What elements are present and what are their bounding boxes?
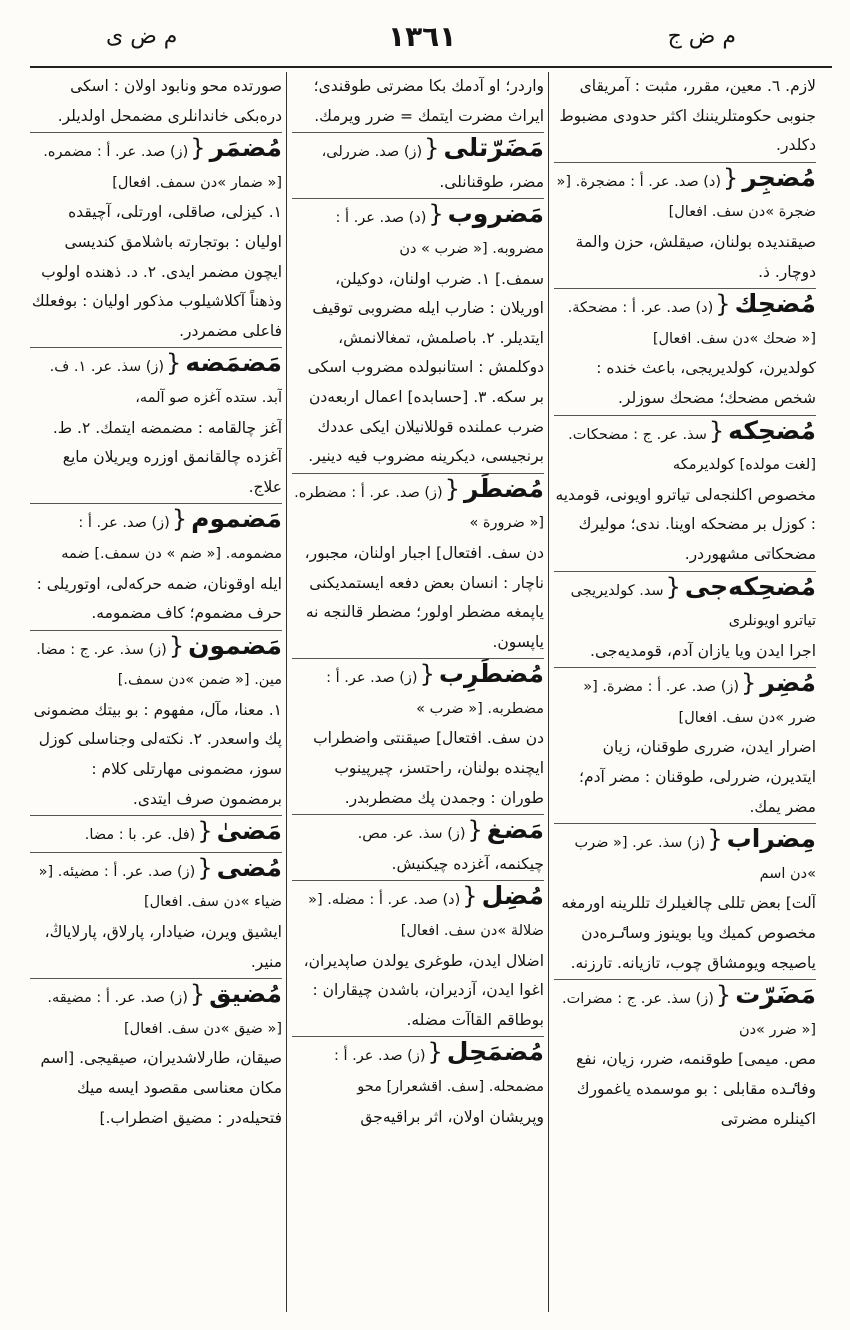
entry-headword: مَضغ	[486, 815, 544, 845]
brace-mark: {	[419, 660, 435, 689]
entry-definition: سمف.] ١. ضرب اولنان، دوكيلن، اوريلان : ضارب ايله مضروبى توقيف ايتديلر. ٢. باصلمش، تمغالانمش، دوكلمش : استانبولده مضروب اسكى بر سكه. ٣. [حسابده] اعمال اربعه‌دن ضرب عملنده قوللانيلان ايكى عددك برنجيسى، ديكرينه مضروب فيه دينير.	[307, 269, 544, 466]
dictionary-entry	[554, 980, 816, 1135]
entry-grammar: (ز) سذ. عر. مص.	[357, 826, 466, 843]
entry-definition: دن سف. افتعال] صيقنتى واضطراب ايچنده بولنان، راحتسز، چيرپينوب طوران : وجمدن پك مضطربدر.	[313, 729, 544, 807]
entry-grammar: (د) صد. عر. أ : مضله. [« ضلالة »دن سف. افعال]	[308, 892, 544, 940]
dictionary-entry	[30, 631, 282, 817]
entry-grammar: (ز) سذ. عر. ١. ف. آبد. ستده آغزه صو آلمه،	[49, 359, 282, 406]
brace-mark: {	[715, 981, 732, 1010]
entry-definition: ايشيق ويرن، ضيادار، پارلاق، پارلاياڭ، منير.	[44, 923, 282, 971]
column-divider	[286, 72, 287, 1312]
dictionary-entry	[292, 815, 544, 881]
entry-grammar: (ز) صد. عر. أ : مضرة. [« ضرر »دن سف. افعال]	[583, 679, 816, 726]
dictionary-entry	[554, 289, 816, 415]
brace-mark: {	[708, 416, 725, 445]
entry-grammar: (فل. عر. با : مضا.	[84, 827, 196, 844]
entry-grammar: (ز) صد. عر. أ : مضيئه. [« ضياء »دن سف. افعال]	[38, 863, 282, 911]
entry-headword: مَضَرّتلى	[443, 133, 544, 163]
entry-headword: مَضَرّت	[735, 980, 816, 1010]
entry-headword: مَضمون	[188, 630, 282, 660]
entry-grammar: (ز) صد. عر. أ : مضطربه. [« ضرب »	[326, 670, 544, 717]
entry-headword: مُضجِر	[742, 162, 816, 192]
header-rule	[30, 66, 832, 68]
dictionary-entry	[292, 133, 544, 199]
entry-grammar: (ز) سذ. عر. [« ضرب »دن اسم	[574, 835, 816, 882]
entry-grammar: (ز) صد. عر. أ : مضمره. [« ضمار »دن سمف. افعال]	[43, 144, 282, 191]
entry-definition: چيكنمه، آغزده چيكنيش.	[391, 854, 544, 873]
column-divider	[548, 72, 549, 1312]
brace-mark: {	[189, 980, 206, 1009]
entry-definition: آغز چالقامه : مضمضه ايتمك. ٢. ط. آغزده چالقانمق اوزره ويريلان مايع علاج.	[52, 418, 282, 496]
dictionary-entry	[554, 824, 816, 980]
column-left	[30, 72, 282, 1312]
dictionary-entry	[30, 816, 282, 853]
entry-headword: مَضموم	[191, 504, 282, 534]
entry-headword: مُضحِكه	[728, 415, 816, 445]
column-lead-text: واردر؛ او آدمك بكا مضرتى طوقندى؛ ايراث مضرت ايتمك = ضرر ويرمك.	[292, 72, 544, 133]
entry-definition: اضلال ايدن، طوغرى يولدن صاپديران، اغوا ايدن، آزديران، باشدن چيقاران : بوطاقم القاآت مضله.	[303, 951, 544, 1029]
entry-headword: مِضراب	[726, 824, 816, 854]
entry-grammar: سذ. عر. ج : مضحكات. [لغت مولده] كولديرمكه	[568, 426, 816, 474]
brace-mark: {	[723, 163, 739, 192]
dictionary-entry	[292, 659, 544, 815]
entry-grammar: (ز) صد. عر. أ : مضمحله. [سف. اقشعرار] محو	[334, 1048, 544, 1095]
entry-definition: ايله اوقونان، ضمه حركه‌لى، اوتوريلى : حرف مضموم؛ كاف مضمومه.	[36, 574, 282, 623]
entry-grammar: (ز) صد. عر. أ : مضيقه. [« ضيق »دن سف. افعال]	[47, 990, 282, 1037]
brace-mark: {	[715, 290, 731, 319]
column-lead-text: صورتده محو ونابود اولان : اسكى دره‌بكى خاندانلرى مضمحل اولديلر.	[30, 72, 282, 133]
dictionary-entry	[30, 133, 282, 348]
entry-definition: مص. ميمى] طوقنمه، ضرر، زيان، نفع وفاٸده مقابلى : بو موسمده ياغمورك اكينلره مضرتى	[576, 1050, 816, 1128]
column-lead-text: لازم. ٦. معين، مقرر، مثبت : آمريقاى جنوبى حكومتلريننك اكثر حدودى مضبوط دكلدر.	[554, 72, 816, 163]
dictionary-entry	[554, 668, 816, 824]
dictionary-entry	[292, 881, 544, 1037]
entry-headword: مُضحِك	[734, 289, 816, 319]
brace-mark: {	[171, 505, 188, 534]
brace-mark: {	[428, 200, 444, 229]
entry-headword: مَضىٰ	[216, 816, 282, 846]
brace-mark: {	[444, 474, 460, 503]
header-right-guide: م ض ج	[667, 24, 736, 49]
entry-definition: دن سف. افتعال] اجبار اولنان، مجبور، ناچار : انسان بعض دفعه ايستمديكنى ياپمغه مضطر اولور؛ مضطر قالنجه نه ياپسون.	[304, 543, 544, 651]
entry-headword: مُضيق	[209, 979, 282, 1009]
dictionary-entry	[554, 163, 816, 289]
entry-headword: مُضحِكه‌جى	[684, 571, 816, 601]
entry-definition: اجرا ايدن ويا يازان آدم، قومديه‌جى.	[590, 641, 816, 660]
column-middle	[292, 72, 544, 1312]
entry-headword: مُضِر	[760, 668, 816, 698]
dictionary-entry	[30, 853, 282, 979]
column-right	[554, 72, 816, 1312]
entry-grammar: (ز) صد. ضررلى،	[321, 144, 423, 161]
dictionary-entry	[30, 979, 282, 1134]
entry-headword: مُضمَحِل	[446, 1037, 544, 1067]
entry-definition: ١. كيزلى، صاقلى، اورتلى، آچيقده اوليان : بوتجارته باشلامق كنديسى ايچون مضمر ايدى. ٢. د. ذهنده اولوب وذهناً آكلاشيلوب مذكور اوليان : بوفعلك فاعلى مضمردر.	[31, 203, 282, 340]
dictionary-entry	[292, 474, 544, 660]
brace-mark: {	[741, 669, 757, 698]
entry-grammar: سد. كولديريجى تياترو اويونلرى	[570, 582, 816, 630]
entry-grammar: (د) صد. عر. أ : مضجرة. [« ضجرة »دن سف. افعال]	[556, 173, 816, 221]
brace-mark: {	[190, 134, 206, 163]
brace-mark: {	[166, 349, 182, 378]
entry-headword: مَضروب	[447, 199, 544, 229]
dictionary-entry	[30, 504, 282, 630]
entry-headword: مَضمَضه	[185, 348, 282, 378]
entry-definition: صيقنديده بولنان، صيقلش، حزن والمة دوچار. ذ.	[575, 232, 816, 281]
dictionary-entry	[554, 572, 816, 669]
brace-mark: {	[427, 1038, 443, 1067]
brace-mark: {	[467, 816, 483, 845]
entry-headword: مُضِل	[481, 881, 544, 911]
brace-mark: {	[168, 631, 185, 660]
brace-mark: {	[707, 825, 723, 854]
brace-mark: {	[424, 134, 440, 163]
entry-definition: صيقان، طارلاشديران، صيقيجى. [اسم مكان معناسى مقصود ايسه ميك فتحيله‌در : مضيق اضطراب.]	[40, 1049, 282, 1127]
page-number: ١٣٦١	[388, 20, 457, 53]
entry-definition: آلت] بعض تللى چالغيلرك تللرينه اورمغه مخصوص كميك ويا بوينوز وساٸره‌دن ياصيجه ويومشاق چوب، تازيانه. تارزنه.	[561, 894, 816, 972]
entry-grammar: (ز) صد. عر. أ : مضمومه. [« ضم » دن سمف.] ضمه	[61, 515, 282, 562]
entry-grammar: (ز) سذ. عر. ج : مضا. مين. [« ضمن »دن سمف.]	[36, 641, 282, 689]
entry-grammar: (ز) سذ. عر. ج : مضرات. [« ضرر »دن	[562, 991, 816, 1038]
entry-definition: مضر، طوقنانلى.	[439, 172, 544, 191]
brace-mark: {	[197, 817, 213, 846]
dictionary-entry	[292, 1037, 544, 1133]
entry-headword: مُضمَر	[209, 133, 282, 163]
header-left-guide: م ض ی	[106, 24, 178, 49]
entry-definition: ١. معنا، مآل، مفهوم : بو بيتك مضمونى پك واسعدر. ٢. نكته‌لى وجناسلى كوزل سوز، مضمونى مهارتلى كلام : برمضمون صرف ايتدى.	[33, 700, 282, 808]
brace-mark: {	[462, 882, 478, 911]
brace-mark: {	[665, 572, 681, 601]
entry-definition: كولديرن، كولديريجى، باعث خنده : شخص مضحك؛ مضحك سوزلر.	[596, 359, 816, 407]
entry-grammar: (ز) صد. عر. أ : مضطره. [« ضرورة »	[294, 484, 544, 532]
entry-definition: اضرار ايدن، ضررى طوقنان، زيان ايتديرن، ضررلى، طوقنان : مضر آدم؛ مضر يمك.	[579, 738, 816, 816]
entry-headword: مُضطَرِب	[438, 659, 544, 689]
entry-headword: مُضى	[216, 852, 282, 882]
dictionary-entry	[554, 416, 816, 572]
dictionary-entry	[30, 348, 282, 504]
dictionary-page	[18, 18, 832, 1318]
entry-definition: مخصوص اكلنجه‌لى تياترو اويونى، قومديه : كوزل بر مضحكه اوينا. ندى؛ موليرك مضحكاتى مشهوردر.	[555, 485, 816, 563]
entry-definition: وپريشان اولان، اثر براقيه‌جق	[360, 1107, 544, 1126]
dictionary-entry	[292, 199, 544, 473]
entry-grammar: (د) صد. عر. أ : مضروبه. [« ضرب » دن	[335, 210, 544, 257]
page-header	[18, 18, 832, 64]
entry-grammar: (د) صد. عر. أ : مضحكة. [« ضحك »دن سف. افعال]	[567, 300, 816, 347]
entry-headword: مُضطَر	[463, 473, 544, 503]
brace-mark: {	[197, 853, 213, 882]
